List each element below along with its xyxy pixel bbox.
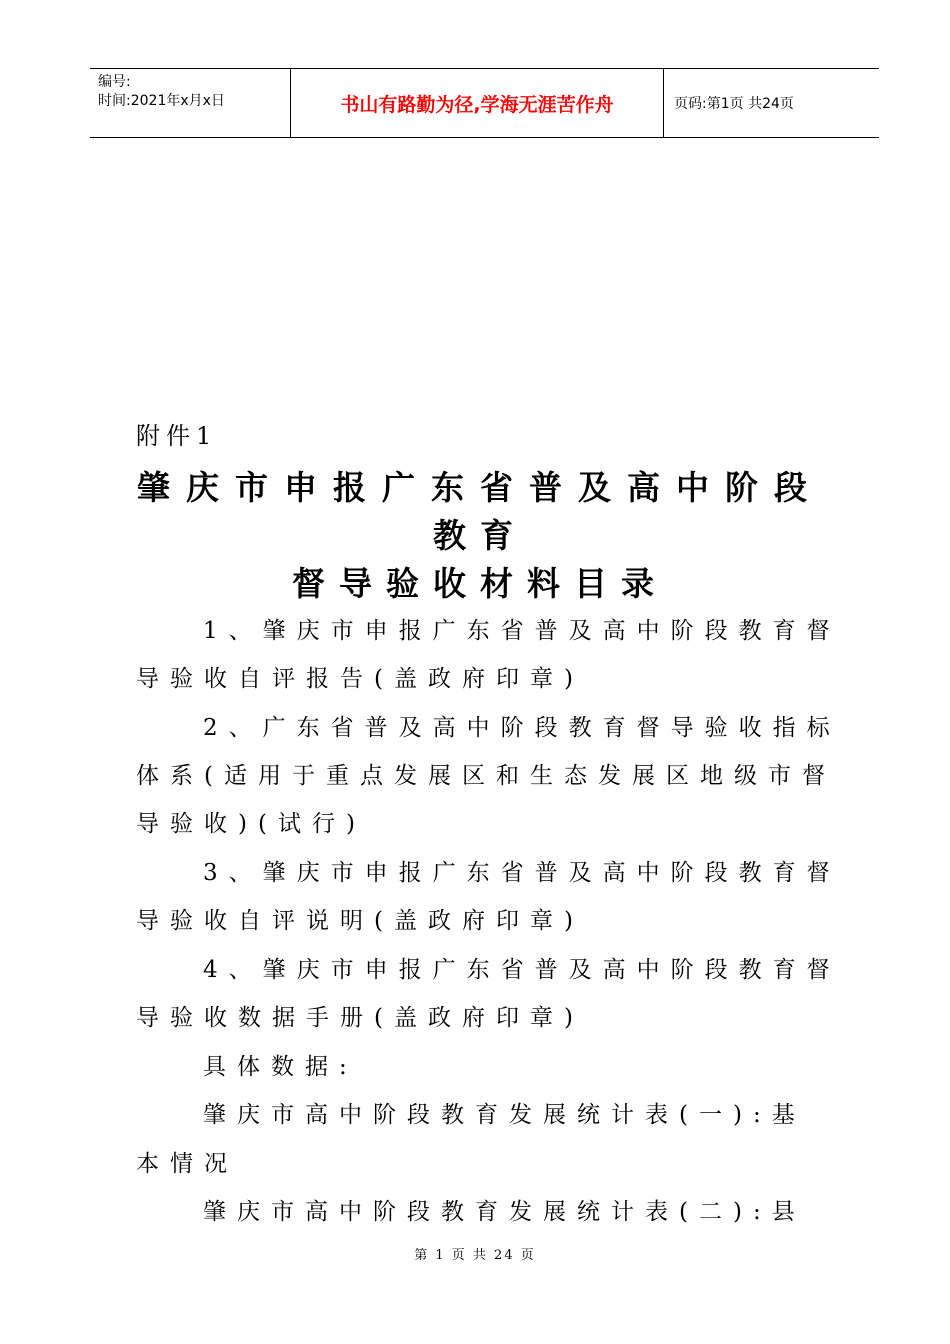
body-line: 2、广东省普及高中阶段教育督导验收指标 (203, 715, 841, 741)
time-label: 时间:2021年x月x日 (98, 93, 225, 109)
body-line: 肇庆市高中阶段教育发展统计表(一):基 (203, 1102, 806, 1128)
header-page-info: 页码:第1页 共24页 (674, 96, 794, 112)
body-line: 4、肇庆市申报广东省普及高中阶段教育督 (203, 957, 841, 983)
body-line: 具体数据: (203, 1054, 358, 1080)
annex-label: 附件1 (136, 422, 218, 450)
page-header (90, 68, 879, 138)
body-line: 肇庆市高中阶段教育发展统计表(二):县 (203, 1199, 806, 1225)
page-footer: 第 1 页 共 24 页 (414, 1248, 536, 1263)
body-line: 本情况 (136, 1151, 238, 1177)
body-line: 3、肇庆市申报广东省普及高中阶段教育督 (203, 860, 841, 886)
body-line: 1、肇庆市申报广东省普及高中阶段教育督 (203, 618, 841, 644)
title-line-2: 教育 (433, 516, 527, 555)
body-line: 导验收)(试行) (136, 811, 366, 837)
header-motto: 书山有路勤为径,学海无涯苦作舟 (290, 69, 664, 137)
number-label: 编号: (98, 74, 131, 90)
body-line: 导验收自评报告(盖政府印章) (136, 666, 584, 692)
body-line: 导验收自评说明(盖政府印章) (136, 908, 584, 934)
body-line: 导验收数据手册(盖政府印章) (136, 1005, 584, 1031)
title-line-3: 督导验收材料目录 (292, 564, 668, 603)
header-meta (90, 69, 290, 137)
body-line: 体系(适用于重点发展区和生态发展区地级市督 (136, 763, 836, 789)
title-line-1: 肇庆市申报广东省普及高中阶段 (137, 468, 823, 507)
